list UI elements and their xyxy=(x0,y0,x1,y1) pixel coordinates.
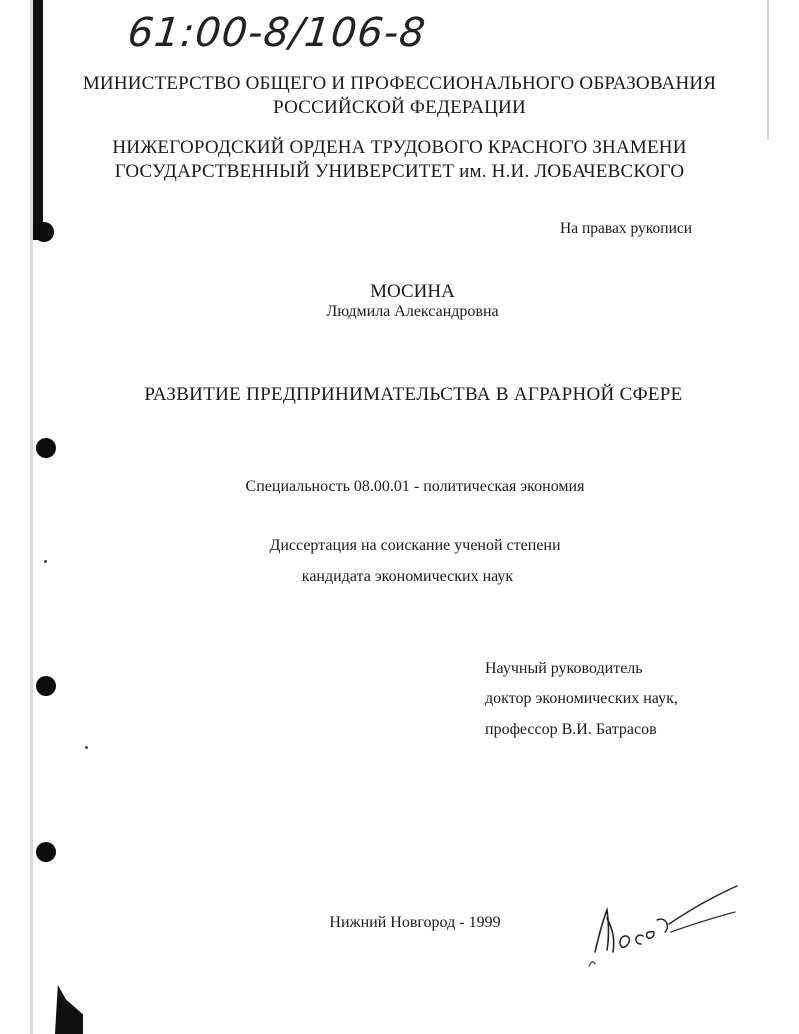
punch-hole-4 xyxy=(36,842,56,862)
manuscript-note: На правах рукописи xyxy=(560,220,693,237)
punch-hole-3 xyxy=(36,676,56,696)
university-heading xyxy=(0,136,799,184)
scan-corner-mark xyxy=(55,985,83,1034)
ministry-line-1: МИНИСТЕРСТВО ОБЩЕГО И ПРОФЕССИОНАЛЬНОГО ОБРАЗОВАНИЯ xyxy=(82,73,717,94)
author-given-names: Людмила Александровна xyxy=(326,303,499,320)
punch-hole-2 xyxy=(36,438,56,458)
university-line-2: ГОСУДАРСТВЕННЫЙ УНИВЕРСИТЕТ им. Н.И. ЛОБАЧЕВСКОГО xyxy=(114,161,685,182)
author-surname: МОСИНА xyxy=(370,281,455,302)
scan-binding-bar xyxy=(33,0,43,240)
city-year: Нижний Новгород - 1999 xyxy=(329,914,501,931)
author-signature xyxy=(585,880,745,970)
supervisor-name: профессор В.И. Батрасов xyxy=(485,721,657,738)
scan-speck xyxy=(44,560,47,563)
punch-hole-1 xyxy=(34,222,54,242)
university-line-1: НИЖЕГОРОДСКИЙ ОРДЕНА ТРУДОВОГО КРАСНОГО ЗНАМЕНИ xyxy=(112,137,687,158)
specialty: Специальность 08.00.01 - политическая экономия xyxy=(245,478,585,495)
ministry-line-2: РОССИЙСКОЙ ФЕДЕРАЦИИ xyxy=(273,97,526,118)
ministry-heading xyxy=(0,72,799,120)
supervisor-degree: доктор экономических наук, xyxy=(485,690,678,707)
degree-line-2: кандидата экономических наук xyxy=(301,568,514,585)
supervisor-role: Научный руководитель xyxy=(485,660,643,677)
dissertation-title: РАЗВИТИЕ ПРЕДПРИНИМАТЕЛЬСТВА В АГРАРНОЙ СФЕРЕ xyxy=(144,384,683,405)
degree-line-1: Диссертация на соискание ученой степени xyxy=(269,537,561,554)
scan-speck xyxy=(85,746,88,749)
catalog-number: 61:00-8/106-8 xyxy=(125,10,429,56)
